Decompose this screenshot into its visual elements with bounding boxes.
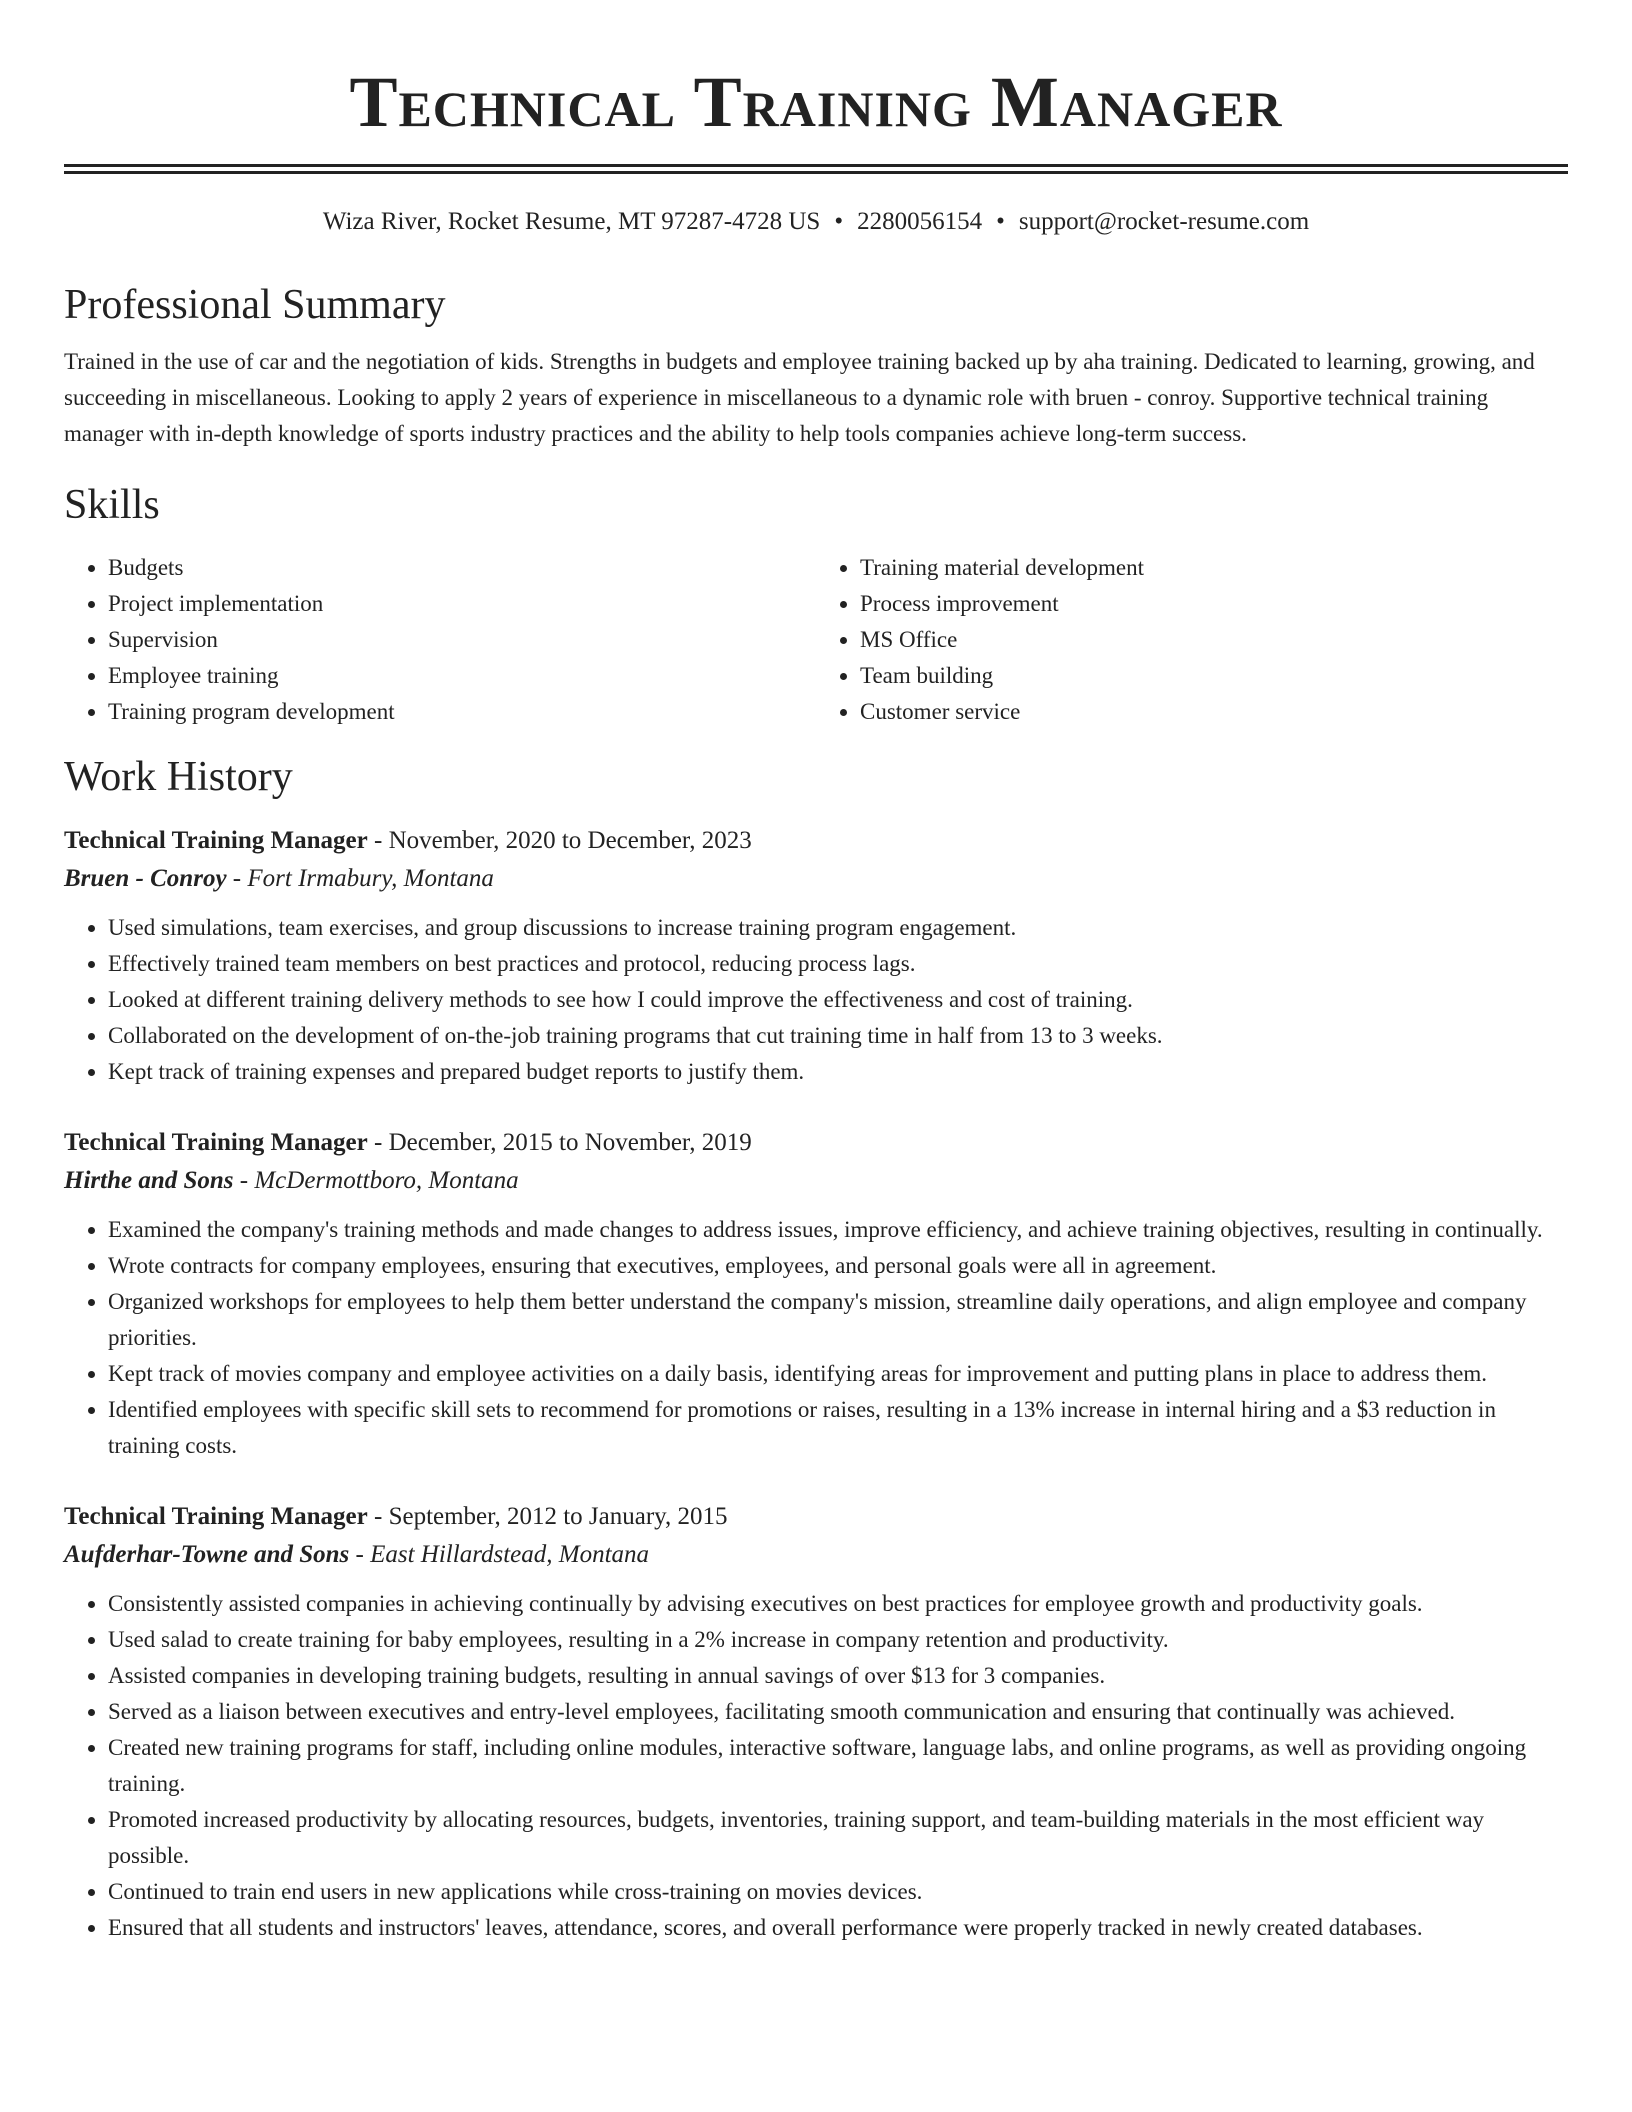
skills-list-left xyxy=(64,550,816,730)
job-bullet: • Assisted companies in developing training budgets, resulting in annual savings of over $13 for 3 companies. xyxy=(108,1658,1568,1694)
job-dash: - xyxy=(367,1129,389,1156)
contact-separator: • xyxy=(996,208,1005,235)
job-dash: - xyxy=(349,1541,371,1568)
job-bullet: • Served as a liaison between executives and entry-level employees, facilitating smooth communication and ensuring that continually was achieved. xyxy=(108,1694,1568,1730)
skills-columns xyxy=(64,550,1568,730)
job-entry xyxy=(64,822,1568,1090)
contact-address: Wiza River, Rocket Resume, MT 97287-4728 US xyxy=(322,208,821,235)
job-title: Technical Training Manager xyxy=(64,827,368,854)
skill-item: • Budgets xyxy=(108,550,816,586)
header-double-rule xyxy=(64,164,1568,174)
skill-item: • Team building xyxy=(860,658,1568,694)
contact-phone: 2280056154 xyxy=(857,208,983,235)
job-bullets xyxy=(64,910,1568,1090)
job-entry xyxy=(64,1124,1568,1464)
contact-line xyxy=(64,206,1568,238)
job-bullet: • Ensured that all students and instructors' leaves, attendance, scores, and overall performance were properly tracked in newly created databases. xyxy=(108,1910,1568,1946)
job-dash: - xyxy=(367,1503,389,1530)
job-dates: December, 2015 to November, 2019 xyxy=(388,1129,752,1156)
job-bullets xyxy=(64,1586,1568,1946)
skill-item: • Supervision xyxy=(108,622,816,658)
job-bullet: • Effectively trained team members on best practices and protocol, reducing process lags. xyxy=(108,946,1568,982)
job-bullet: • Consistently assisted companies in achieving continually by advising executives on best practices for employee growth and productivity goals. xyxy=(108,1586,1568,1622)
job-dash: - xyxy=(233,1167,255,1194)
job-entry xyxy=(64,1498,1568,1946)
job-bullet: • Organized workshops for employees to help them better understand the company's mission, streamline daily operations, and align employee and company priorities. xyxy=(108,1284,1568,1356)
job-bullet: • Wrote contracts for company employees, ensuring that executives, employees, and personal goals were all in agreement. xyxy=(108,1248,1568,1284)
job-company: Aufderhar-Towne and Sons xyxy=(64,1541,350,1568)
job-location: East Hillardstead, Montana xyxy=(370,1541,650,1568)
job-bullet: • Used simulations, team exercises, and group discussions to increase training program engagement. xyxy=(108,910,1568,946)
job-bullets xyxy=(64,1212,1568,1464)
job-title: Technical Training Manager xyxy=(64,1503,368,1530)
skill-item: • Process improvement xyxy=(860,586,1568,622)
job-dates: November, 2020 to December, 2023 xyxy=(388,827,752,854)
job-dates: September, 2012 to January, 2015 xyxy=(388,1503,728,1530)
job-company: Hirthe and Sons xyxy=(64,1167,234,1194)
job-bullet: • Promoted increased productivity by allocating resources, budgets, inventories, training support, and team-building materials in the most efficient way possible. xyxy=(108,1802,1568,1874)
contact-email: support@rocket-resume.com xyxy=(1018,208,1310,235)
skills-heading: Skills xyxy=(64,482,160,528)
job-dash: - xyxy=(367,827,389,854)
job-company: Bruen - Conroy xyxy=(64,865,227,892)
skill-item: • MS Office xyxy=(860,622,1568,658)
job-bullet: • Kept track of training expenses and prepared budget reports to justify them. xyxy=(108,1054,1568,1090)
skill-item: • Training program development xyxy=(108,694,816,730)
job-dash: - xyxy=(226,865,248,892)
job-bullet: • Used salad to create training for baby employees, resulting in a 2% increase in company retention and productivity. xyxy=(108,1622,1568,1658)
candidate-name: Technical Training Manager xyxy=(349,62,1283,142)
job-bullet: • Continued to train end users in new applications while cross-training on movies devices. xyxy=(108,1874,1568,1910)
skill-item: • Training material development xyxy=(860,550,1568,586)
job-title: Technical Training Manager xyxy=(64,1129,368,1156)
job-bullet: • Collaborated on the development of on-the-job training programs that cut training time in half from 13 to 3 weeks. xyxy=(108,1018,1568,1054)
skill-item: • Employee training xyxy=(108,658,816,694)
summary-text: Trained in the use of car and the negotiation of kids. Strengths in budgets and employee training backed up by aha training. Dedicated to learning, growing, and succeeding in miscellaneous. Looking to apply 2 years of experience in miscellaneous to a dynamic role with bruen - conroy. Supportive technical training manager with in-depth knowledge of sports industry practices and the ability to help tools companies achieve long-term success. xyxy=(64,349,1535,446)
job-title-line xyxy=(64,1124,1568,1162)
job-bullet: • Created new training programs for staff, including online modules, interactive software, language labs, and online programs, as well as providing ongoing training. xyxy=(108,1730,1568,1802)
job-bullet: • Looked at different training delivery methods to see how I could improve the effectiveness and cost of training. xyxy=(108,982,1568,1018)
job-title-line xyxy=(64,822,1568,860)
job-bullet: • Identified employees with specific skill sets to recommend for promotions or raises, resulting in a 13% increase in internal hiring and a $3 reduction in training costs. xyxy=(108,1392,1568,1464)
job-company-line xyxy=(64,1536,1568,1574)
job-bullet: • Kept track of movies company and employee activities on a daily basis, identifying areas for improvement and putting plans in place to address them. xyxy=(108,1356,1568,1392)
job-bullet: • Examined the company's training methods and made changes to address issues, improve efficiency, and achieve training objectives, resulting in continually. xyxy=(108,1212,1568,1248)
job-company-line xyxy=(64,860,1568,898)
job-title-line xyxy=(64,1498,1568,1536)
job-company-line xyxy=(64,1162,1568,1200)
contact-separator: • xyxy=(834,208,844,235)
skill-item: • Project implementation xyxy=(108,586,816,622)
skill-item: • Customer service xyxy=(860,694,1568,730)
work-history-heading: Work History xyxy=(64,754,293,800)
summary-heading: Professional Summary xyxy=(64,282,446,328)
skills-list-right xyxy=(816,550,1568,730)
job-location: McDermottboro, Montana xyxy=(254,1167,519,1194)
job-location: Fort Irmabury, Montana xyxy=(247,865,494,892)
